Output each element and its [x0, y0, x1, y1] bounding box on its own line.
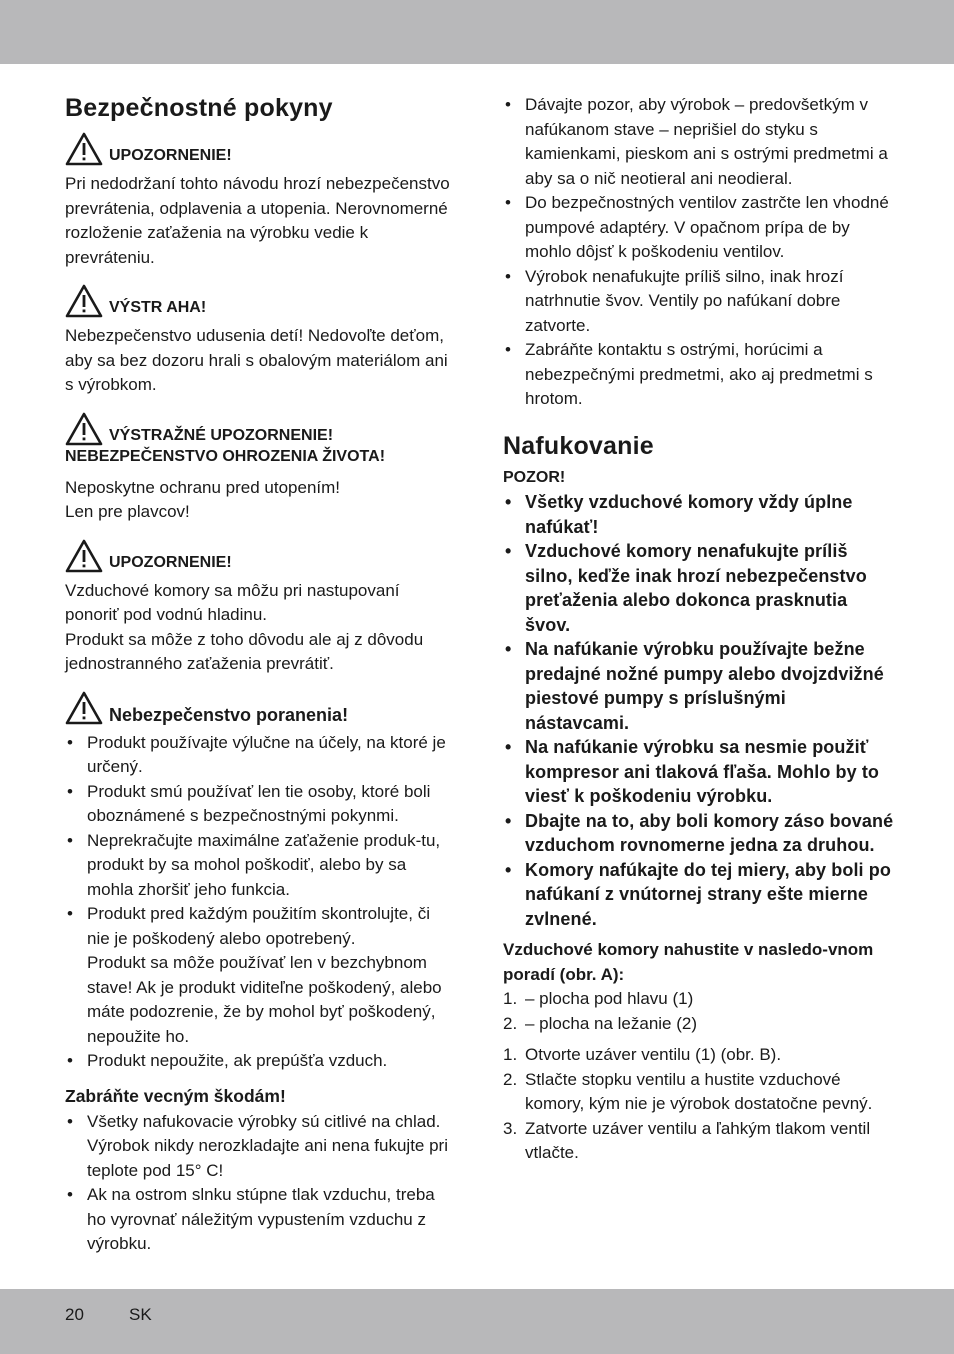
list-item: • Produkt používajte výlučne na účely, na ktoré je určený. [65, 731, 453, 780]
damage-list [65, 1110, 453, 1257]
list-item: • Vzduchové komory nenafukujte príliš silno, keďže inak hrozí nebezpečenstvo preťaženia alebo dokonca prasknutia švov. [503, 539, 895, 637]
list-item: • Všetky nafukovacie výrobky sú citlivé na chlad. Výrobok nikdy nerozkladajte ani nena fukujte pri teplote pod 15° C! [65, 1110, 453, 1184]
warning-triangle-icon [65, 132, 103, 166]
list-item: • Na nafúkanie výrobku sa nesmie použiť kompresor ani tlaková fľaša. Mohlo by to viesť k poškodeniu výrobku. [503, 735, 895, 809]
warning-triangle-icon [65, 412, 103, 446]
warning-text: Pri nedodržaní tohto návodu hrozí nebezpečenstvo prevrátenia, odplavenia a utopenia. Nerovnomerné rozloženie zaťaženia na výrobku vedie k prevráteniu. [65, 174, 450, 267]
warning-label: VÝSTR AHA! [109, 299, 207, 316]
steps-list [503, 1043, 895, 1166]
page-number: 20 [65, 1305, 84, 1324]
inflation-title: Nafukovanie [503, 431, 654, 460]
list-item: • Produkt smú používať len tie osoby, ktoré boli oboznámené s bezpečnostnými pokynmi. [65, 780, 453, 829]
list-item: • Neprekračujte maximálne zaťaženie produk-tu, produkt by sa mohol poškodiť, alebo by sa mohla zhoršiť jeho funkcia. [65, 829, 453, 903]
warning-block-2 [65, 284, 453, 398]
list-item: • Dávajte pozor, aby výrobok – predovšetkým v nafúkanom stave – neprišiel do styku s kamienkami, pieskom ani s ostrými predmetmi a aby sa o nič neotieral ani neodieral. [503, 93, 895, 191]
warning-triangle-icon [65, 539, 103, 573]
list-item: • Produkt nepoužite, ak prepúšťa vzduch. [65, 1049, 453, 1074]
list-item: • Produkt pred každým použitím skontrolujte, či nie je poškodený alebo opotrebený. Produkt sa môže používať len v bezchybnom stave! Ak je produkt viditeľne poškodený, alebo máte podozrenie, že by mohol byť poškodený, nepoužite ho. [65, 902, 453, 1049]
list-item: • Do bezpečnostných ventilov zastrčte len vhodné pumpové adaptéry. V opačnom prípa de by mohlo dôjsť k poškodeniu ventilov. [503, 191, 895, 265]
list-item: • Ak na ostrom slnku stúpne tlak vzduchu, treba ho vyrovnať náležitým vypustením vzduchu z výrobku. [65, 1183, 453, 1257]
inflation-list [503, 490, 895, 931]
warning-text: Vzduchové komory sa môžu pri nastupovaní ponoriť pod vodnú hladinu. [65, 580, 400, 624]
language-code: SK [129, 1305, 152, 1324]
caution-label: POZOR! [503, 468, 566, 486]
list-item: 2. – plocha na ležanie (2) [503, 1013, 698, 1033]
warning-label: UPOZORNENIE! [109, 553, 232, 571]
warning-triangle-icon [65, 691, 103, 725]
warning-text: Produkt sa môže z toho dôvodu ale aj z dôvodu jednostranného zaťaženia prevrátiť. [65, 629, 424, 673]
injury-list [65, 731, 453, 1074]
warning-label-life: NEBEZPEČENSTVO OHROZENIA ŽIVOTA! [65, 447, 386, 465]
warning-block-3 [65, 412, 453, 525]
warning-label: VÝSTRAŽNÉ UPOZORNENIE! [109, 426, 334, 444]
right-column [503, 93, 895, 1166]
warning-block-1 [65, 132, 453, 270]
list-item: • Výrobok nenafukujte príliš silno, inak hrozí natrhnutie švov. Ventily po nafúkaní dobre zatvorte. [503, 265, 895, 339]
injury-block [65, 691, 453, 1074]
damage-title: Zabráňte vecným škodám! [65, 1085, 286, 1106]
warning-block-4 [65, 539, 453, 677]
safety-list-continued [503, 93, 895, 412]
header-bar [0, 0, 954, 64]
damage-block [65, 1084, 453, 1257]
order-list [503, 987, 895, 1036]
list-item: • Dbajte na to, aby boli komory záso bované vzduchom rovnomerne jedna za druhou. [503, 809, 895, 858]
list-item: • Zabráňte kontaktu s ostrými, horúcimi a nebezpečnými predmetmi, ako aj predmetmi s hrotom. [503, 338, 895, 412]
list-item: 2. Stlačte stopku ventilu a hustite vzduchové komory, kým nie je výrobok dostatočne pevný. [503, 1069, 873, 1113]
warning-text: Neposkytne ochranu pred utopením! [65, 477, 341, 497]
safety-title: Bezpečnostné pokyny [65, 94, 333, 122]
warning-text: Len pre plavcov! [65, 502, 190, 521]
list-item: • Komory nafúkajte do tej miery, aby boli po nafúkaní z vnútornej strany ešte mierne zvlnené. [503, 858, 895, 932]
list-item: 1. Otvorte uzáver ventilu (1) (obr. B). [503, 1045, 782, 1064]
list-item: • Všetky vzduchové komory vždy úplne nafúkať! [503, 490, 895, 539]
list-item: 1. – plocha pod hlavu (1) [503, 989, 694, 1008]
order-heading: Vzduchové komory nahustite v nasledo-vnom poradí (obr. A): [503, 940, 874, 984]
warning-triangle-icon [65, 284, 103, 318]
warning-label: UPOZORNENIE! [109, 147, 232, 164]
list-item: 3. Zatvorte uzáver ventilu a ľahkým tlakom ventil vtlačte. [503, 1118, 871, 1162]
warning-label: Nebezpečenstvo poranenia! [109, 704, 349, 725]
list-item-extra: Produkt sa môže používať len v bezchybnom stave! Ak je produkt viditeľne poškodený, alebo máte podozrenie, že by mohol byť poškodený, nepoužite ho. [87, 953, 442, 1046]
list-item: • Na nafúkanie výrobku používajte bežne predajné nožné pumpy alebo dvojzdvižné piestové pumpy s príslušnými nástavcami. [503, 637, 895, 735]
warning-text: Nebezpečenstvo udusenia detí! Nedovoľte deťom, aby sa bez dozoru hrali s obalovým materiálom ani s výrobkom. [65, 326, 448, 394]
left-column [65, 92, 453, 1257]
